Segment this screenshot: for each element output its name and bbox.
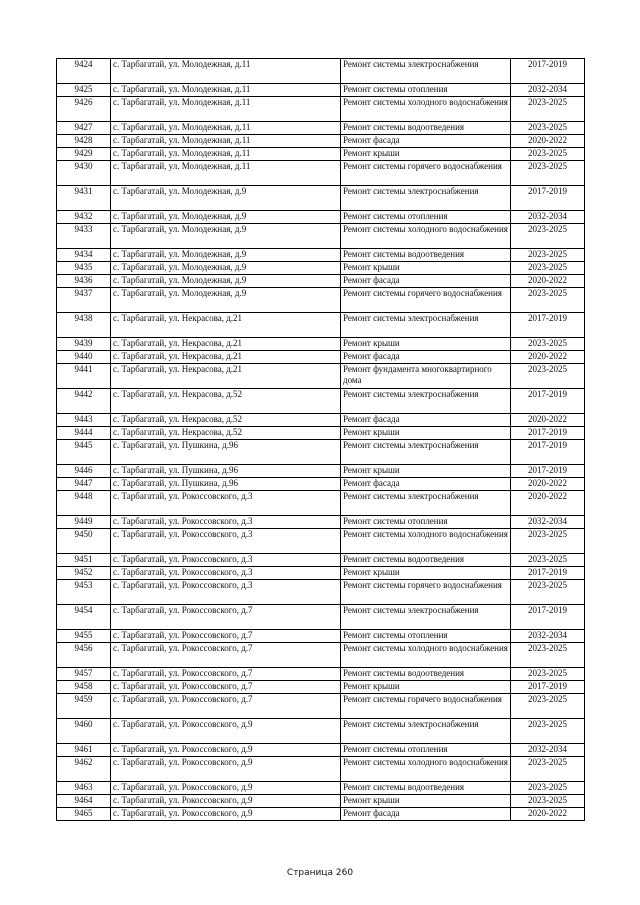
row-address: с. Тарбагатай, ул. Молодежная, д.11 bbox=[111, 59, 341, 84]
table-row bbox=[57, 580, 585, 605]
row-number: 9447 bbox=[57, 478, 111, 491]
row-number: 9462 bbox=[57, 757, 111, 782]
row-number: 9440 bbox=[57, 351, 111, 364]
row-work-type: Ремонт системы отопления bbox=[341, 630, 511, 643]
row-period: 2023-2025 bbox=[511, 161, 585, 186]
row-number: 9458 bbox=[57, 681, 111, 694]
row-address: с. Тарбагатай, ул. Рокоссовского, д.9 bbox=[111, 744, 341, 757]
row-number: 9460 bbox=[57, 719, 111, 744]
table-row bbox=[57, 694, 585, 719]
row-period: 2023-2025 bbox=[511, 643, 585, 668]
row-number: 9429 bbox=[57, 148, 111, 161]
table-row bbox=[57, 161, 585, 186]
row-address: с. Тарбагатай, ул. Рокоссовского, д.7 bbox=[111, 643, 341, 668]
row-number: 9459 bbox=[57, 694, 111, 719]
row-period: 2023-2025 bbox=[511, 364, 585, 389]
row-number: 9427 bbox=[57, 122, 111, 135]
table-row bbox=[57, 529, 585, 554]
table-row bbox=[57, 516, 585, 529]
row-address: с. Тарбагатай, ул. Молодежная, д.11 bbox=[111, 84, 341, 97]
table-row bbox=[57, 389, 585, 414]
row-work-type: Ремонт крыши bbox=[341, 427, 511, 440]
row-period: 2023-2025 bbox=[511, 782, 585, 795]
row-address: с. Тарбагатай, ул. Некрасова, д.52 bbox=[111, 414, 341, 427]
table-row bbox=[57, 605, 585, 630]
row-period: 2017-2019 bbox=[511, 427, 585, 440]
row-address: с. Тарбагатай, ул. Молодежная, д.11 bbox=[111, 161, 341, 186]
row-number: 9424 bbox=[57, 59, 111, 84]
row-work-type: Ремонт крыши bbox=[341, 465, 511, 478]
row-period: 2017-2019 bbox=[511, 440, 585, 465]
table-row bbox=[57, 567, 585, 580]
row-work-type: Ремонт системы электроснабжения bbox=[341, 719, 511, 744]
row-number: 9449 bbox=[57, 516, 111, 529]
row-address: с. Тарбагатай, ул. Пушкина, д.96 bbox=[111, 478, 341, 491]
row-address: с. Тарбагатай, ул. Рокоссовского, д.9 bbox=[111, 757, 341, 782]
table-row bbox=[57, 97, 585, 122]
row-work-type: Ремонт системы холодного водоснабжения bbox=[341, 224, 511, 249]
row-number: 9454 bbox=[57, 605, 111, 630]
row-number: 9451 bbox=[57, 554, 111, 567]
row-address: с. Тарбагатай, ул. Некрасова, д.21 bbox=[111, 313, 341, 338]
row-address: с. Тарбагатай, ул. Молодежная, д.9 bbox=[111, 262, 341, 275]
row-number: 9439 bbox=[57, 338, 111, 351]
table-row bbox=[57, 122, 585, 135]
table-row bbox=[57, 478, 585, 491]
row-work-type: Ремонт системы электроснабжения bbox=[341, 59, 511, 84]
table-row bbox=[57, 262, 585, 275]
row-number: 9461 bbox=[57, 744, 111, 757]
table-body bbox=[57, 59, 585, 821]
row-address: с. Тарбагатай, ул. Молодежная, д.9 bbox=[111, 275, 341, 288]
row-period: 2020-2022 bbox=[511, 135, 585, 148]
row-work-type: Ремонт системы горячего водоснабжения bbox=[341, 580, 511, 605]
row-work-type: Ремонт системы электроснабжения bbox=[341, 186, 511, 211]
table-row bbox=[57, 275, 585, 288]
row-period: 2023-2025 bbox=[511, 148, 585, 161]
row-number: 9432 bbox=[57, 211, 111, 224]
row-number: 9433 bbox=[57, 224, 111, 249]
row-address: с. Тарбагатай, ул. Молодежная, д.11 bbox=[111, 148, 341, 161]
row-address: с. Тарбагатай, ул. Молодежная, д.11 bbox=[111, 122, 341, 135]
row-work-type: Ремонт фасада bbox=[341, 808, 511, 821]
row-number: 9431 bbox=[57, 186, 111, 211]
row-period: 2023-2025 bbox=[511, 795, 585, 808]
row-number: 9465 bbox=[57, 808, 111, 821]
row-period: 2023-2025 bbox=[511, 122, 585, 135]
row-work-type: Ремонт системы водоотведения bbox=[341, 249, 511, 262]
row-work-type: Ремонт крыши bbox=[341, 795, 511, 808]
row-work-type: Ремонт системы холодного водоснабжения bbox=[341, 757, 511, 782]
table-row bbox=[57, 440, 585, 465]
repair-schedule-table bbox=[56, 58, 585, 821]
table-row bbox=[57, 554, 585, 567]
row-period: 2023-2025 bbox=[511, 668, 585, 681]
table-row bbox=[57, 757, 585, 782]
row-period: 2017-2019 bbox=[511, 567, 585, 580]
row-number: 9450 bbox=[57, 529, 111, 554]
row-work-type: Ремонт системы холодного водоснабжения bbox=[341, 643, 511, 668]
row-work-type: Ремонт системы отопления bbox=[341, 211, 511, 224]
row-period: 2023-2025 bbox=[511, 529, 585, 554]
row-address: с. Тарбагатай, ул. Некрасова, д.21 bbox=[111, 351, 341, 364]
row-number: 9428 bbox=[57, 135, 111, 148]
row-number: 9437 bbox=[57, 288, 111, 313]
row-period: 2023-2025 bbox=[511, 288, 585, 313]
row-number: 9436 bbox=[57, 275, 111, 288]
row-address: с. Тарбагатай, ул. Рокоссовского, д.7 bbox=[111, 668, 341, 681]
row-number: 9463 bbox=[57, 782, 111, 795]
table-row bbox=[57, 338, 585, 351]
row-number: 9425 bbox=[57, 84, 111, 97]
table-row bbox=[57, 211, 585, 224]
table-row bbox=[57, 782, 585, 795]
row-period: 2023-2025 bbox=[511, 757, 585, 782]
row-work-type: Ремонт фундамента многоквартирного дома bbox=[341, 364, 511, 389]
row-work-type: Ремонт системы водоотведения bbox=[341, 782, 511, 795]
row-address: с. Тарбагатай, ул. Молодежная, д.9 bbox=[111, 186, 341, 211]
row-address: с. Тарбагатай, ул. Молодежная, д.9 bbox=[111, 224, 341, 249]
row-number: 9426 bbox=[57, 97, 111, 122]
row-work-type: Ремонт фасада bbox=[341, 478, 511, 491]
table-row bbox=[57, 719, 585, 744]
row-address: с. Тарбагатай, ул. Рокоссовского, д.3 bbox=[111, 529, 341, 554]
row-period: 2023-2025 bbox=[511, 224, 585, 249]
row-address: с. Тарбагатай, ул. Рокоссовского, д.3 bbox=[111, 554, 341, 567]
table-row bbox=[57, 491, 585, 516]
row-work-type: Ремонт системы отопления bbox=[341, 84, 511, 97]
row-address: с. Тарбагатай, ул. Молодежная, д.11 bbox=[111, 97, 341, 122]
row-number: 9448 bbox=[57, 491, 111, 516]
row-address: с. Тарбагатай, ул. Молодежная, д.11 bbox=[111, 135, 341, 148]
table-row bbox=[57, 84, 585, 97]
row-address: с. Тарбагатай, ул. Рокоссовского, д.7 bbox=[111, 694, 341, 719]
row-address: с. Тарбагатай, ул. Пушкина, д.96 bbox=[111, 465, 341, 478]
row-work-type: Ремонт системы холодного водоснабжения bbox=[341, 97, 511, 122]
row-period: 2020-2022 bbox=[511, 351, 585, 364]
row-work-type: Ремонт системы горячего водоснабжения bbox=[341, 694, 511, 719]
row-work-type: Ремонт системы отопления bbox=[341, 516, 511, 529]
row-number: 9434 bbox=[57, 249, 111, 262]
table-row bbox=[57, 313, 585, 338]
row-period: 2032-2034 bbox=[511, 630, 585, 643]
row-address: с. Тарбагатай, ул. Рокоссовского, д.7 bbox=[111, 681, 341, 694]
row-address: с. Тарбагатай, ул. Рокоссовского, д.3 bbox=[111, 580, 341, 605]
row-number: 9438 bbox=[57, 313, 111, 338]
row-work-type: Ремонт системы электроснабжения bbox=[341, 313, 511, 338]
row-work-type: Ремонт фасада bbox=[341, 351, 511, 364]
row-number: 9443 bbox=[57, 414, 111, 427]
table-row bbox=[57, 414, 585, 427]
row-period: 2017-2019 bbox=[511, 313, 585, 338]
row-period: 2017-2019 bbox=[511, 681, 585, 694]
table-row bbox=[57, 668, 585, 681]
row-number: 9442 bbox=[57, 389, 111, 414]
table-row bbox=[57, 465, 585, 478]
row-period: 2020-2022 bbox=[511, 478, 585, 491]
table-row bbox=[57, 288, 585, 313]
row-work-type: Ремонт системы электроснабжения bbox=[341, 440, 511, 465]
row-work-type: Ремонт крыши bbox=[341, 338, 511, 351]
row-period: 2032-2034 bbox=[511, 84, 585, 97]
row-address: с. Тарбагатай, ул. Рокоссовского, д.7 bbox=[111, 605, 341, 630]
row-work-type: Ремонт системы электроснабжения bbox=[341, 389, 511, 414]
row-number: 9446 bbox=[57, 465, 111, 478]
row-work-type: Ремонт системы горячего водоснабжения bbox=[341, 288, 511, 313]
row-period: 2032-2034 bbox=[511, 516, 585, 529]
row-work-type: Ремонт фасада bbox=[341, 414, 511, 427]
row-number: 9457 bbox=[57, 668, 111, 681]
row-address: с. Тарбагатай, ул. Некрасова, д.21 bbox=[111, 338, 341, 351]
row-period: 2023-2025 bbox=[511, 554, 585, 567]
row-number: 9441 bbox=[57, 364, 111, 389]
row-address: с. Тарбагатай, ул. Рокоссовского, д.9 bbox=[111, 808, 341, 821]
row-period: 2017-2019 bbox=[511, 186, 585, 211]
row-period: 2032-2034 bbox=[511, 211, 585, 224]
table-row bbox=[57, 643, 585, 668]
row-address: с. Тарбагатай, ул. Рокоссовского, д.3 bbox=[111, 567, 341, 580]
row-work-type: Ремонт системы отопления bbox=[341, 744, 511, 757]
row-period: 2023-2025 bbox=[511, 97, 585, 122]
table-row bbox=[57, 630, 585, 643]
row-address: с. Тарбагатай, ул. Пушкина, д.96 bbox=[111, 440, 341, 465]
row-period: 2023-2025 bbox=[511, 580, 585, 605]
row-period: 2017-2019 bbox=[511, 59, 585, 84]
table-row bbox=[57, 186, 585, 211]
row-address: с. Тарбагатай, ул. Молодежная, д.9 bbox=[111, 249, 341, 262]
row-period: 2020-2022 bbox=[511, 808, 585, 821]
row-work-type: Ремонт системы горячего водоснабжения bbox=[341, 161, 511, 186]
table-row bbox=[57, 135, 585, 148]
row-address: с. Тарбагатай, ул. Некрасова, д.52 bbox=[111, 427, 341, 440]
row-period: 2023-2025 bbox=[511, 719, 585, 744]
row-number: 9444 bbox=[57, 427, 111, 440]
row-work-type: Ремонт системы водоотведения bbox=[341, 122, 511, 135]
table-row bbox=[57, 681, 585, 694]
table-row bbox=[57, 224, 585, 249]
row-address: с. Тарбагатай, ул. Рокоссовского, д.3 bbox=[111, 516, 341, 529]
table-row bbox=[57, 351, 585, 364]
row-period: 2023-2025 bbox=[511, 262, 585, 275]
row-period: 2023-2025 bbox=[511, 694, 585, 719]
row-period: 2023-2025 bbox=[511, 249, 585, 262]
table-row bbox=[57, 148, 585, 161]
row-work-type: Ремонт крыши bbox=[341, 148, 511, 161]
table-row bbox=[57, 744, 585, 757]
table-row bbox=[57, 808, 585, 821]
row-period: 2017-2019 bbox=[511, 465, 585, 478]
row-work-type: Ремонт системы водоотведения bbox=[341, 668, 511, 681]
row-number: 9456 bbox=[57, 643, 111, 668]
row-work-type: Ремонт фасада bbox=[341, 135, 511, 148]
row-address: с. Тарбагатай, ул. Рокоссовского, д.7 bbox=[111, 630, 341, 643]
row-number: 9464 bbox=[57, 795, 111, 808]
row-number: 9452 bbox=[57, 567, 111, 580]
row-work-type: Ремонт крыши bbox=[341, 681, 511, 694]
row-number: 9430 bbox=[57, 161, 111, 186]
row-work-type: Ремонт крыши bbox=[341, 262, 511, 275]
row-work-type: Ремонт крыши bbox=[341, 567, 511, 580]
row-address: с. Тарбагатай, ул. Некрасова, д.21 bbox=[111, 364, 341, 389]
table-row bbox=[57, 427, 585, 440]
row-address: с. Тарбагатай, ул. Некрасова, д.52 bbox=[111, 389, 341, 414]
row-period: 2032-2034 bbox=[511, 744, 585, 757]
row-period: 2020-2022 bbox=[511, 275, 585, 288]
row-work-type: Ремонт системы водоотведения bbox=[341, 554, 511, 567]
row-number: 9435 bbox=[57, 262, 111, 275]
table-row bbox=[57, 364, 585, 389]
table-row bbox=[57, 249, 585, 262]
row-number: 9455 bbox=[57, 630, 111, 643]
row-number: 9453 bbox=[57, 580, 111, 605]
row-work-type: Ремонт системы электроснабжения bbox=[341, 491, 511, 516]
row-period: 2017-2019 bbox=[511, 389, 585, 414]
table-row bbox=[57, 59, 585, 84]
row-address: с. Тарбагатай, ул. Молодежная, д.9 bbox=[111, 288, 341, 313]
row-address: с. Тарбагатай, ул. Рокоссовского, д.3 bbox=[111, 491, 341, 516]
row-period: 2020-2022 bbox=[511, 491, 585, 516]
table-row bbox=[57, 795, 585, 808]
row-number: 9445 bbox=[57, 440, 111, 465]
row-address: с. Тарбагатай, ул. Рокоссовского, д.9 bbox=[111, 795, 341, 808]
row-work-type: Ремонт фасада bbox=[341, 275, 511, 288]
row-work-type: Ремонт системы холодного водоснабжения bbox=[341, 529, 511, 554]
row-period: 2017-2019 bbox=[511, 605, 585, 630]
row-address: с. Тарбагатай, ул. Молодежная, д.9 bbox=[111, 211, 341, 224]
row-period: 2023-2025 bbox=[511, 338, 585, 351]
page-number: Страница 260 bbox=[286, 868, 354, 878]
row-work-type: Ремонт системы электроснабжения bbox=[341, 605, 511, 630]
row-address: с. Тарбагатай, ул. Рокоссовского, д.9 bbox=[111, 719, 341, 744]
row-address: с. Тарбагатай, ул. Рокоссовского, д.9 bbox=[111, 782, 341, 795]
row-period: 2020-2022 bbox=[511, 414, 585, 427]
